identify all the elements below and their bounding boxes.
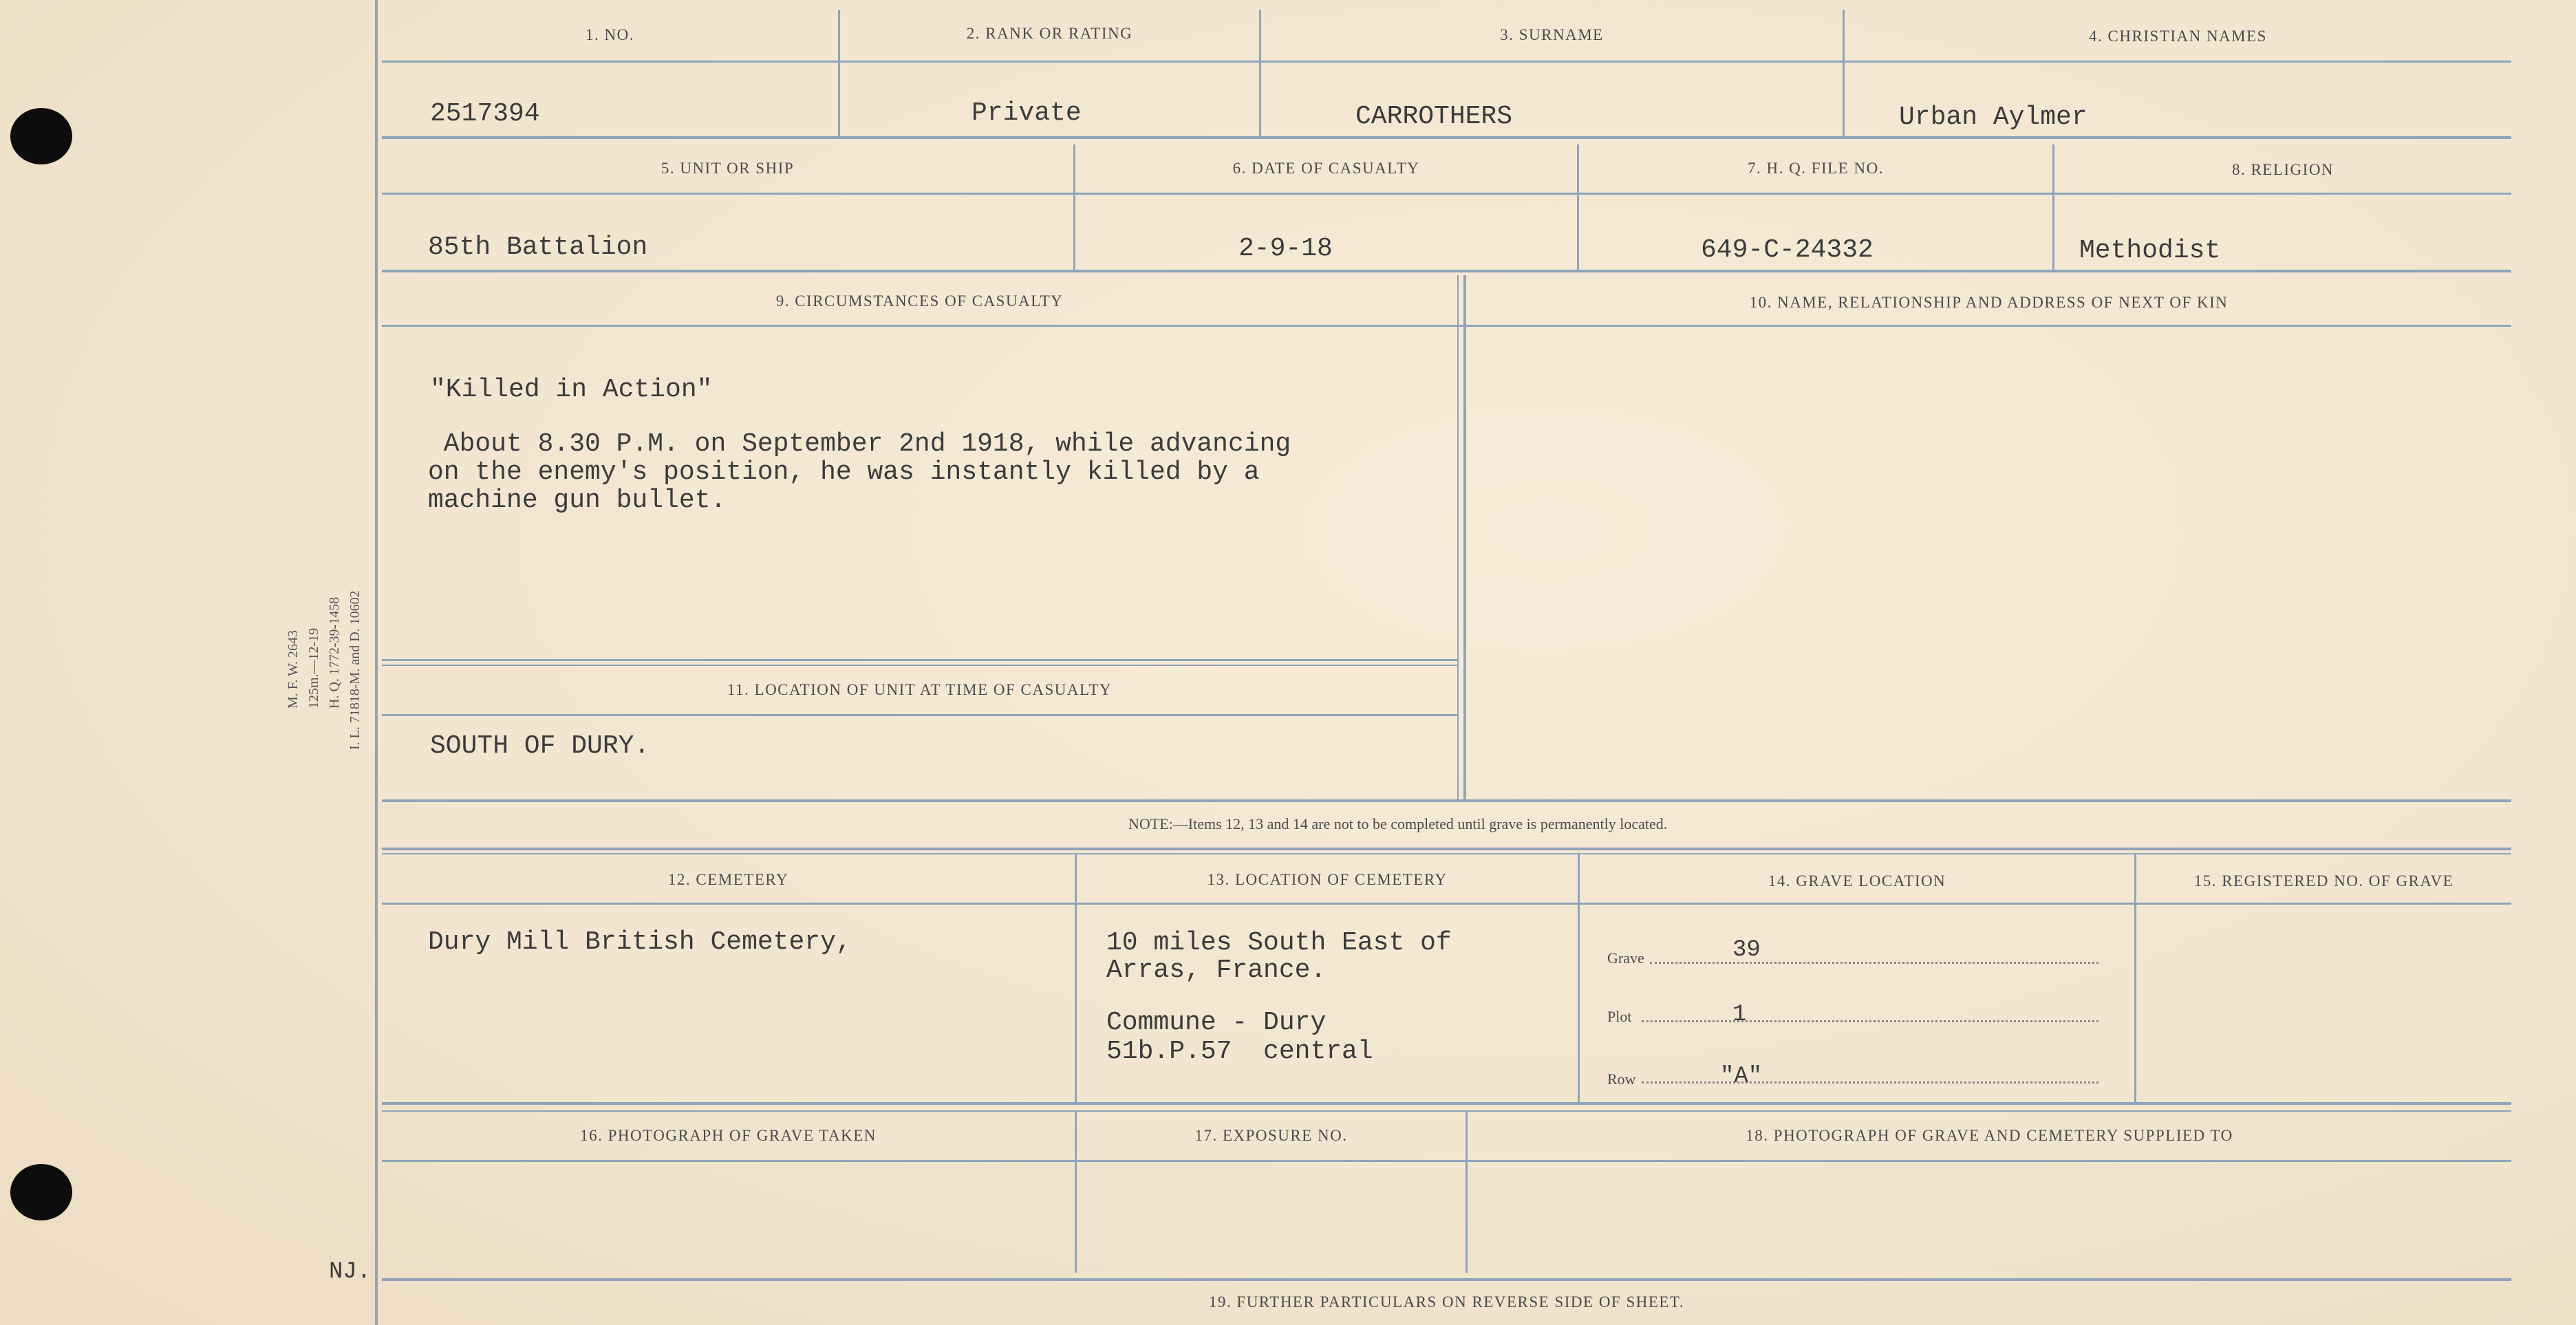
row4-div-1 (1075, 854, 1077, 1103)
row-field-label: Row (1607, 1070, 1636, 1088)
row3-header-rule (382, 325, 2511, 327)
row5-top-rule-2 (382, 1110, 2511, 1112)
registered-no-label: 15. REGISTERED NO. OF GRAVE (2193, 872, 2454, 890)
plot-value: 1 (1732, 1002, 1747, 1028)
rank-label: 2. RANK OR RATING (966, 25, 1133, 42)
grave-dots (1650, 962, 2099, 964)
note-bottom-rule (382, 848, 2511, 850)
row4-header-rule (382, 903, 2511, 905)
margin-line (375, 0, 378, 1325)
note-bottom-rule-2 (382, 853, 2511, 854)
cemetery-label: 12. CEMETERY (667, 871, 789, 888)
next-of-kin-label: 10. NAME, RELATIONSHIP AND ADDRESS OF NEXT OF KIN (1749, 294, 2229, 311)
row-value: "A" (1720, 1064, 1763, 1090)
cemetery-value: Dury Mill British Cemetery, (428, 927, 852, 957)
row3-div (1463, 275, 1466, 799)
row4-div-3 (2134, 854, 2136, 1103)
row2-header-rule (382, 193, 2511, 195)
no-value: 2517394 (430, 99, 540, 129)
christian-names-value: Urban Aylmer (1899, 103, 2087, 132)
grave-field-label: Grave (1607, 949, 1644, 967)
christian-names-label: 4. CHRISTIAN NAMES (2089, 28, 2267, 45)
unit-label: 5. UNIT OR SHIP (661, 160, 795, 177)
row5-header-rule (382, 1160, 2511, 1162)
further-particulars-label: 19. FURTHER PARTICULARS ON REVERSE SIDE OF SHEET. (1208, 1293, 1685, 1311)
date-value: 2-9-18 (1238, 234, 1333, 263)
note-text: NOTE:—Items 12, 13 and 14 are not to be completed until grave is permanently located. (1128, 815, 1668, 832)
row3-div-left (1457, 275, 1459, 799)
form-code-3: H. Q. 1772-39-1458 (327, 596, 342, 709)
date-label: 6. DATE OF CASUALTY (1232, 160, 1420, 177)
grave-value: 39 (1732, 937, 1761, 963)
hq-file-label: 7. H. Q. FILE NO. (1748, 160, 1884, 177)
row2-bottom-rule (382, 270, 2511, 272)
punch-hole-top (10, 108, 72, 164)
grave-location-label: 14. GRAVE LOCATION (1768, 872, 1946, 890)
location-cemetery-line-1: 10 miles South East of (1106, 928, 1452, 958)
location-cemetery-label: 13. LOCATION OF CEMETERY (1207, 871, 1448, 888)
rank-value: Private (972, 98, 1082, 128)
surname-value: CARROTHERS (1355, 102, 1513, 131)
loc-unit-top-rule-1 (382, 659, 1457, 661)
circumstances-line-3: on the enemy's position, he was instantly killed by a (428, 457, 1260, 487)
unit-value: 85th Battalion (428, 233, 648, 262)
note-top-rule (382, 799, 2511, 802)
circumstances-line-4: machine gun bullet. (428, 486, 727, 515)
surname-label: 3. SURNAME (1500, 26, 1604, 43)
religion-value: Methodist (2079, 236, 2221, 266)
religion-label: 8. RELIGION (2231, 161, 2334, 178)
row4-bottom-rule (382, 1102, 2511, 1105)
loc-unit-header-rule (382, 714, 1457, 716)
circumstances-line-2: About 8.30 P.M. on September 2nd 1918, while advancing (428, 429, 1291, 459)
location-cemetery-line-3: Commune - Dury (1106, 1008, 1327, 1037)
location-unit-value: SOUTH OF DURY. (430, 731, 650, 761)
punch-hole-bottom (10, 1164, 72, 1220)
circumstances-label: 9. CIRCUMSTANCES OF CASUALTY (775, 292, 1064, 310)
row1-bottom-rule (382, 136, 2511, 139)
clerk-initials: NJ. (329, 1259, 372, 1285)
form-code-1: M. F. W. 2643 (286, 630, 301, 709)
circumstances-line-1: "Killed in Action" (430, 375, 713, 405)
photo-supplied-label: 18. PHOTOGRAPH OF GRAVE AND CEMETERY SUPPLIED TO (1746, 1127, 2233, 1144)
row1-header-rule (382, 61, 2511, 63)
row-dots (1642, 1081, 2099, 1084)
exposure-label: 17. EXPOSURE NO. (1194, 1127, 1348, 1144)
photo-taken-label: 16. PHOTOGRAPH OF GRAVE TAKEN (580, 1127, 877, 1144)
plot-dots (1642, 1020, 2099, 1022)
row6-top-rule (382, 1278, 2511, 1281)
location-cemetery-line-4: 51b.P.57 central (1106, 1037, 1373, 1066)
hq-file-value: 649-C-24332 (1701, 235, 1874, 265)
location-cemetery-line-2: Arras, France. (1106, 956, 1327, 985)
no-label: 1. NO. (586, 26, 634, 43)
loc-unit-top-rule-2 (382, 665, 1457, 666)
plot-field-label: Plot (1607, 1008, 1632, 1025)
form-code-4: I. L. 71818-M. and D. 10602 (347, 590, 363, 750)
location-unit-label: 11. LOCATION OF UNIT AT TIME OF CASUALTY (727, 681, 1113, 698)
row4-div-2 (1578, 854, 1580, 1103)
form-code-2: 125m.—12-19 (306, 627, 321, 709)
